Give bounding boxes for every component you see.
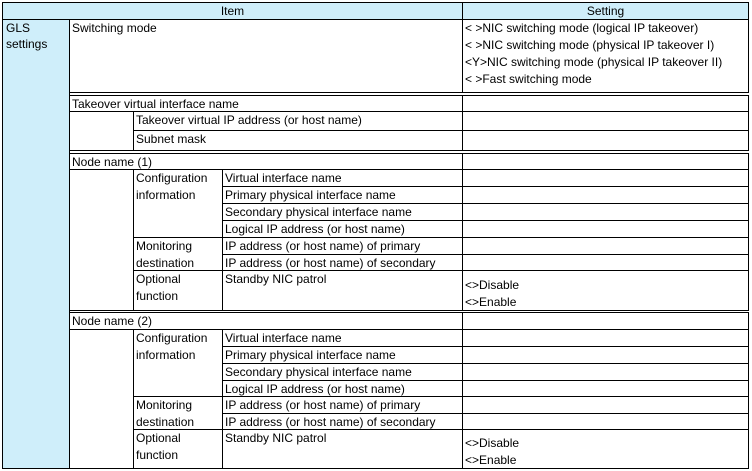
monitoring-destination-label: Monitoring destination: [133, 396, 223, 430]
config-item-setting[interactable]: [462, 203, 749, 221]
monitor-item-setting[interactable]: [462, 396, 749, 414]
config-item-label: Secondary physical interface name: [222, 203, 463, 221]
optional-function-label: Optional function: [133, 429, 223, 469]
item-column-header: Item: [2, 2, 463, 20]
subnet-mask-label: Subnet mask: [133, 130, 463, 151]
enable-option[interactable]: <>Enable: [465, 295, 517, 309]
setting-column-header: Setting: [462, 2, 749, 20]
monitor-item-setting[interactable]: [462, 254, 749, 271]
config-item-label: Virtual interface name: [222, 329, 463, 347]
node-name-label: Node name (2): [69, 312, 463, 330]
node-indent: [69, 169, 134, 311]
takeover-ip-label: Takeover virtual IP address (or host name): [133, 111, 463, 131]
monitor-item-setting[interactable]: [462, 237, 749, 255]
config-item-setting[interactable]: [462, 363, 749, 381]
gls-settings-table: [2, 2, 749, 469]
monitor-item-label: IP address (or host name) of primary: [222, 237, 463, 255]
node-name-setting[interactable]: [462, 312, 749, 330]
config-item-setting[interactable]: [462, 220, 749, 238]
config-item-setting[interactable]: [462, 169, 749, 187]
switching-mode-setting: [462, 19, 749, 93]
switching-option[interactable]: < >NIC switching mode (physical IP takeover I): [465, 38, 715, 52]
monitor-item-label: IP address (or host name) of secondary: [222, 254, 463, 271]
node-name-label: Node name (1): [69, 153, 463, 170]
disable-option[interactable]: <>Disable: [465, 436, 520, 450]
config-item-label: Primary physical interface name: [222, 346, 463, 364]
config-item-setting[interactable]: [462, 380, 749, 397]
takeover-ip-setting[interactable]: [462, 111, 749, 131]
switching-option[interactable]: <Y>NIC switching mode (physical IP takeover II): [465, 55, 723, 69]
standby-nic-patrol-label: Standby NIC patrol: [222, 429, 463, 469]
config-item-label: Virtual interface name: [222, 169, 463, 187]
takeover-interface-setting[interactable]: [462, 95, 749, 112]
node-name-setting[interactable]: [462, 153, 749, 170]
config-item-setting[interactable]: [462, 346, 749, 364]
disable-option[interactable]: <>Disable: [465, 278, 520, 292]
config-item-setting[interactable]: [462, 329, 749, 347]
enable-option[interactable]: <>Enable: [465, 453, 517, 467]
gls-settings-label: GLS settings: [2, 19, 70, 469]
config-item-label: Secondary physical interface name: [222, 363, 463, 381]
switching-option[interactable]: < >NIC switching mode (logical IP takeover): [465, 21, 699, 35]
config-item-setting[interactable]: [462, 186, 749, 204]
monitor-item-label: IP address (or host name) of secondary: [222, 413, 463, 430]
monitor-item-label: IP address (or host name) of primary: [222, 396, 463, 414]
switching-option[interactable]: < >Fast switching mode: [465, 72, 592, 86]
standby-nic-patrol-setting: [462, 429, 749, 469]
configuration-info-label: Configuration information: [133, 329, 223, 397]
configuration-info-label: Configuration information: [133, 169, 223, 238]
standby-nic-patrol-label: Standby NIC patrol: [222, 270, 463, 311]
config-item-label: Logical IP address (or host name): [222, 220, 463, 238]
subnet-mask-setting[interactable]: [462, 130, 749, 151]
standby-nic-patrol-setting: [462, 270, 749, 311]
node-indent: [69, 329, 134, 469]
switching-mode-label: Switching mode: [69, 19, 463, 93]
optional-function-label: Optional function: [133, 270, 223, 311]
takeover-interface-label: Takeover virtual interface name: [69, 95, 463, 112]
monitor-item-setting[interactable]: [462, 413, 749, 430]
config-item-label: Logical IP address (or host name): [222, 380, 463, 397]
config-item-label: Primary physical interface name: [222, 186, 463, 204]
monitoring-destination-label: Monitoring destination: [133, 237, 223, 271]
takeover-indent: [69, 111, 134, 151]
